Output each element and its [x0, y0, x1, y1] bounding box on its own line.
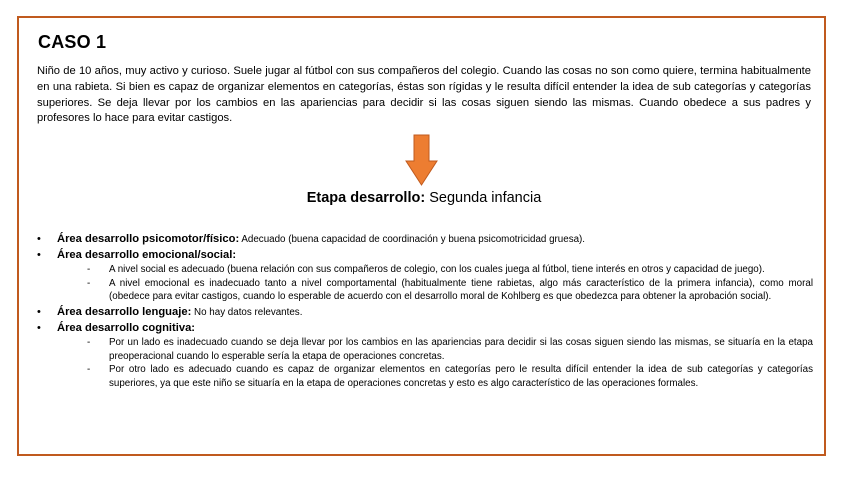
- list-item: [57, 363, 813, 390]
- area-subitems: [57, 336, 813, 390]
- development-areas-list: [37, 233, 813, 393]
- bullet-icon: •: [37, 305, 41, 318]
- bullet-icon: •: [37, 233, 41, 245]
- area-cognitiva: • Área desarrollo cognitiva: - Por un lado es inadecuado cuando se deja llevar por los cambios en las apariencias para decidir si las cosas siguen siendo las mismas, se situaría en la etapa preoperacional cuando lo esperable sería la etapa de operaciones concretas. - Por otro lado es adecuado cuando es capaz de organizar elementos en categorías pero le resulta difícil entender la idea de sub categorías y categorías superiores, ya que este niño se situaría en la etapa de operaciones concretas y esto es algo característico de las operaciones formales.: [37, 321, 813, 389]
- subitem-text: Por otro lado es adecuado cuando es capaz de organizar elementos en categorías pero le resulta difícil entender la idea de sub categorías y categorías superiores, ya que este niño se situaría en la etapa de operaciones concretas y esto es algo característico de las operaciones formales.: [109, 364, 813, 389]
- dash-icon: -: [87, 337, 91, 349]
- case-description: Niño de 10 años, muy activo y curioso. Suele jugar al fútbol con sus compañeros del colegio. Cuando las cosas no son como quiere, termina habitualmente en una rabieta. Si bien es capaz de organizar elementos en categorías, éstas son rígidas y le resulta difícil entender la idea de sub categorías y categorías superiores. Se deja llevar por los cambios en las apariencias para decidir si las cosas siguen siendo las mismas. Cuando obedece a sus padres y profesores lo hace para evitar castigos.: [37, 65, 811, 125]
- stage-label: Etapa desarrollo:: [306, 190, 426, 206]
- dash-icon: -: [87, 264, 91, 276]
- bullet-icon: •: [37, 321, 41, 334]
- subitem-text: A nivel emocional es inadecuado tanto a nivel comportamental (habitualmente tiene rabietas, algo más característico de la primera infancia), como moral (obedece para evitar castigos, cuando lo esperable de acuerdo con el desarrollo moral de Kohlberg es que obedezca para obtener la aprobación social).: [109, 277, 813, 303]
- down-arrow-icon: [405, 134, 438, 186]
- area-subitems: [57, 263, 813, 304]
- area-emocional-social: • Área desarrollo emocional/social: - A nivel social es adecuado (buena relación con sus compañeros de colegio, con los cuales juega al fútbol, tiene interés en otros y capacidad de juego). - A nivel emocional es inadecuado tanto a nivel comportamental (habitualmente tiene rabietas, algo más característico de la primera infancia), como moral (obedece para evitar castigos, cuando lo esperable de acuerdo con el desarrollo moral de Kohlberg es que obedezca para obtener la aprobación social).: [37, 248, 813, 303]
- list-item: [57, 263, 813, 277]
- area-title: Área desarrollo emocional/social: [57, 248, 233, 261]
- subitem-text: Por un lado es inadecuado cuando se deja llevar por los cambios en las apariencias para decidir si las cosas siguen siendo las mismas, se situaría en la etapa preoperacional cuando lo esperable sería la etapa de operaciones concretas.: [109, 337, 813, 362]
- area-title: Área desarrollo cognitiva: [57, 321, 192, 334]
- dash-icon: -: [87, 364, 91, 376]
- bullet-icon: •: [37, 248, 41, 261]
- list-item: [57, 277, 813, 304]
- area-lenguaje: • Área desarrollo lenguaje: No hay datos relevantes.: [37, 305, 303, 318]
- down-arrow-shape: [406, 135, 437, 185]
- dash-icon: -: [87, 277, 91, 289]
- subitem-text: A nivel social es adecuado (buena relación con sus compañeros de colegio, con los cuales juega al fútbol, tiene interés en otros y capacidad de juego).: [109, 264, 765, 276]
- stage-value: Segunda infancia: [429, 190, 542, 206]
- area-text: No hay datos relevantes.: [194, 306, 303, 318]
- area-title: Área desarrollo psicomotor/físico: [57, 233, 236, 245]
- development-stage: [0, 190, 848, 206]
- area-psicomotor: • Área desarrollo psicomotor/físico: Adecuado (buena capacidad de coordinación y buena psicomotricidad gruesa).: [37, 233, 586, 245]
- case-title: CASO 1: [38, 32, 107, 52]
- area-title: Área desarrollo lenguaje: [57, 305, 188, 318]
- area-text: Adecuado (buena capacidad de coordinación y buena psicomotricidad gruesa).: [241, 234, 586, 245]
- list-item: [57, 336, 813, 363]
